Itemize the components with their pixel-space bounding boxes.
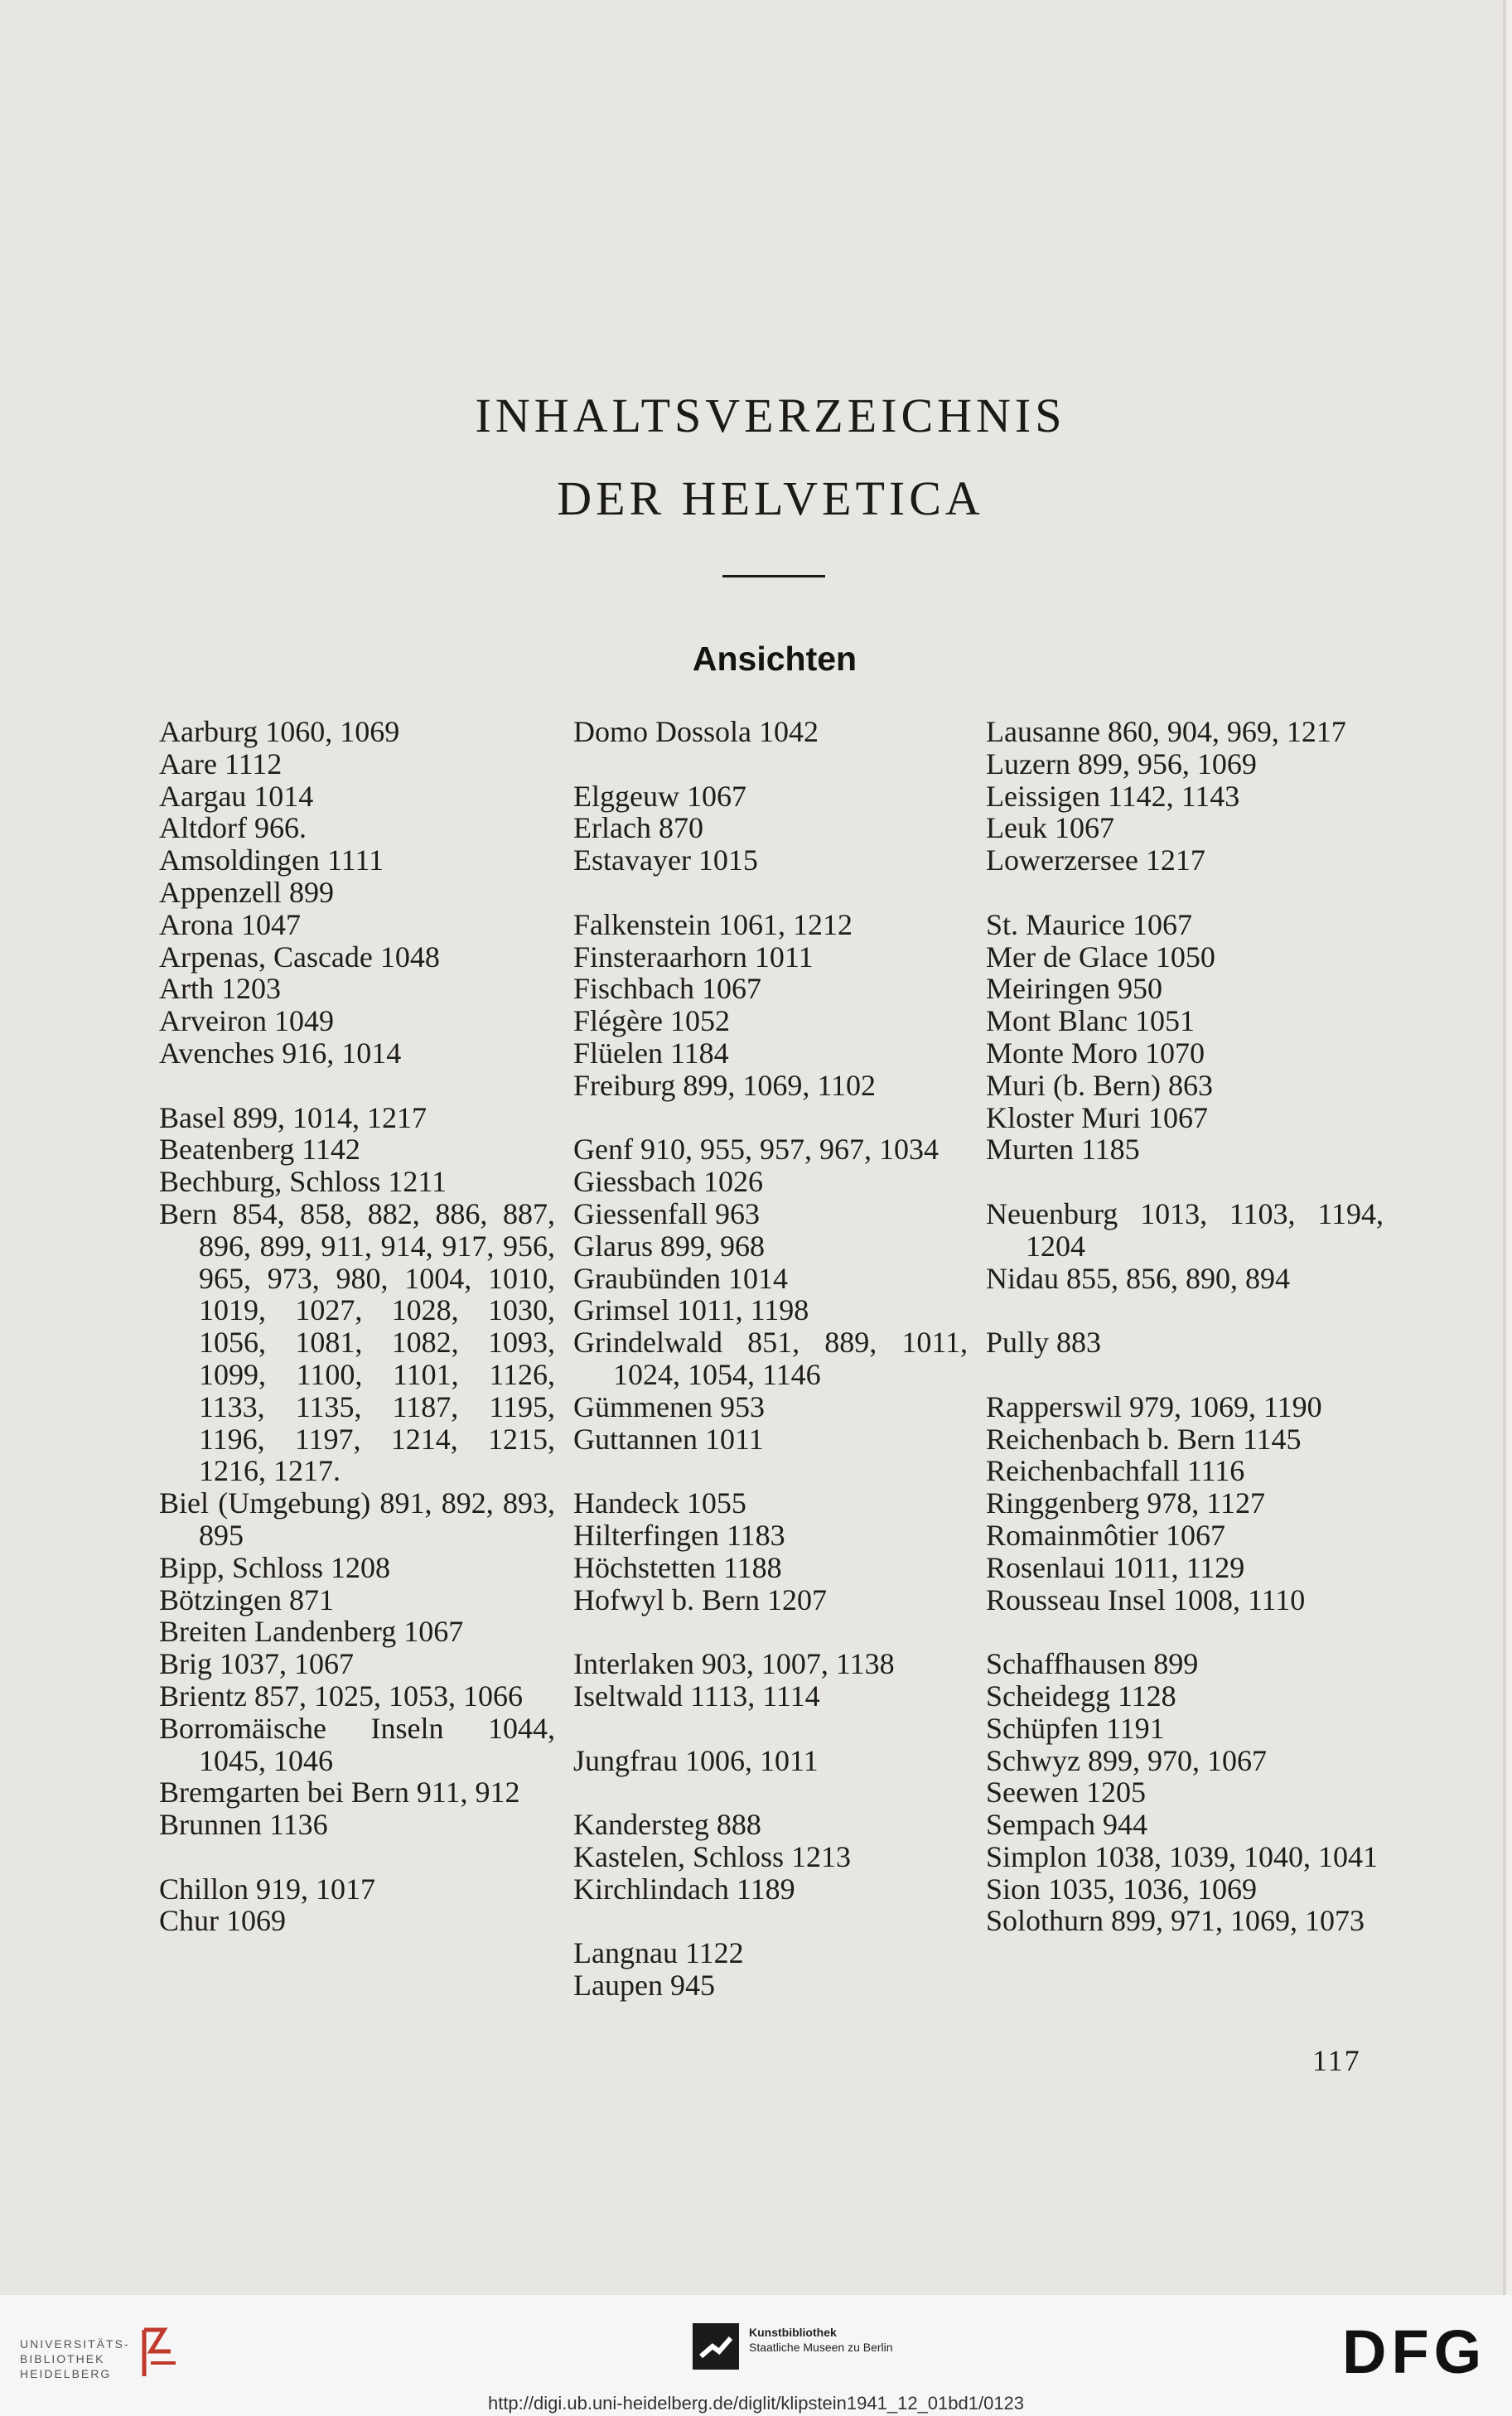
index-entry: Aargau 1014 bbox=[159, 779, 314, 813]
index-entry: Simplon 1038, 1039, 1040, 1041 bbox=[986, 1839, 1379, 1873]
heidelberg-logo-icon bbox=[139, 2327, 181, 2380]
index-entry: Biel (Umgebung) 891, 892, 893, 895 bbox=[159, 1486, 555, 1552]
kunstbibliothek-logo-icon bbox=[693, 2323, 739, 2370]
index-entry: Chillon 919, 1017 bbox=[159, 1872, 376, 1906]
index-entry: Rousseau Insel 1008, 1110 bbox=[986, 1582, 1306, 1616]
index-entry: Pully 883 bbox=[986, 1326, 1102, 1360]
index-entry: Bechburg, Schloss 1211 bbox=[159, 1165, 447, 1199]
index-entry: Bipp, Schloss 1208 bbox=[159, 1550, 391, 1584]
index-entry: Glarus 899, 968 bbox=[573, 1229, 765, 1263]
index-entry: Aarburg 1060, 1069 bbox=[159, 715, 400, 748]
index-entry: Handeck 1055 bbox=[573, 1486, 746, 1520]
index-entry: Rapperswil 979, 1069, 1190 bbox=[986, 1389, 1322, 1423]
index-entry: Brig 1037, 1067 bbox=[159, 1647, 355, 1681]
index-entry: Schüpfen 1191 bbox=[986, 1711, 1165, 1745]
index-entry: Graubünden 1014 bbox=[573, 1261, 788, 1295]
index-entry: Scheidegg 1128 bbox=[986, 1679, 1176, 1713]
index-entry: Fischbach 1067 bbox=[573, 972, 761, 1006]
index-entry: Höchstetten 1188 bbox=[573, 1550, 782, 1584]
index-entry: Grimsel 1011, 1198 bbox=[573, 1293, 809, 1327]
index-entry: Falkenstein 1061, 1212 bbox=[573, 907, 853, 941]
index-column-3 bbox=[986, 716, 1384, 1937]
index-entry: Leuk 1067 bbox=[986, 811, 1114, 845]
index-entry: Ringgenberg 978, 1127 bbox=[986, 1486, 1265, 1520]
index-entry: Rosenlaui 1011, 1129 bbox=[986, 1550, 1245, 1584]
index-entry: Mont Blanc 1051 bbox=[986, 1004, 1195, 1038]
index-entry: Kandersteg 888 bbox=[573, 1808, 761, 1842]
index-entry: Avenches 916, 1014 bbox=[159, 1036, 402, 1070]
index-entry: Bötzingen 871 bbox=[159, 1582, 334, 1616]
index-entry: Kloster Muri 1067 bbox=[986, 1100, 1208, 1134]
index-entry: Schaffhausen 899 bbox=[986, 1647, 1199, 1681]
index-entry: St. Maurice 1067 bbox=[986, 907, 1192, 941]
index-entry: Aare 1112 bbox=[159, 747, 283, 780]
index-entry: Guttannen 1011 bbox=[573, 1422, 764, 1456]
dfg-logo[interactable]: DFG bbox=[1342, 2317, 1487, 2386]
index-column-2 bbox=[573, 716, 968, 2002]
index-entry: Bremgarten bei Bern 911, 912 bbox=[159, 1776, 520, 1810]
viewer-footer bbox=[0, 2295, 1512, 2416]
index-entry: Meiringen 950 bbox=[986, 972, 1162, 1006]
index-entry: Domo Dossola 1042 bbox=[573, 715, 819, 748]
index-entry: Erlach 870 bbox=[573, 811, 703, 845]
library-name-line: HEIDELBERG bbox=[20, 2367, 112, 2380]
index-entry: Beatenberg 1142 bbox=[159, 1133, 360, 1167]
index-entry: Appenzell 899 bbox=[159, 875, 334, 909]
library-name[interactable] bbox=[20, 2336, 130, 2381]
permalink-url[interactable]: http://digi.ub.uni-heidelberg.de/diglit/klipstein1941_12_01bd1/0123 bbox=[487, 2393, 1025, 2414]
index-entry: Hofwyl b. Bern 1207 bbox=[573, 1582, 827, 1616]
index-entry: Gümmenen 953 bbox=[573, 1389, 765, 1423]
index-entry: Kastelen, Schloss 1213 bbox=[573, 1839, 851, 1873]
library-name-line: BIBLIOTHEK bbox=[20, 2352, 105, 2365]
index-entry: Jungfrau 1006, 1011 bbox=[573, 1743, 819, 1777]
page-number: 117 bbox=[1312, 2044, 1361, 2077]
index-entry: Freiburg 899, 1069, 1102 bbox=[573, 1068, 876, 1102]
section-heading: Ansichten bbox=[692, 640, 857, 678]
index-entry: Kirchlindach 1189 bbox=[573, 1872, 795, 1906]
index-entry: Luzern 899, 956, 1069 bbox=[986, 747, 1257, 780]
index-entry: Romainmôtier 1067 bbox=[986, 1518, 1225, 1552]
index-entry: Neuenburg 1013, 1103, 1194, 1204 bbox=[986, 1196, 1384, 1263]
index-column-1 bbox=[159, 716, 555, 1937]
index-entry: Bern 854, 858, 882, 886, 887, 896, 899, 911, 914, 917, 956, 965, 973, 980, 1004, 1010, 1019, 1027, 1028, 1030, 1056, 1081, 1082, 1093, 1099, 1100, 1101, 1126, 1133, 1135, 1187, 1195, 1196, 1197, 1214, 1215, 1216, 1217. bbox=[159, 1196, 555, 1488]
index-entry: Solothurn 899, 971, 1069, 1073 bbox=[986, 1904, 1365, 1938]
kb-title: Kunstbibliothek bbox=[749, 2326, 837, 2339]
index-entry: Finsteraarhorn 1011 bbox=[573, 940, 814, 974]
document-subtitle: DER HELVETICA bbox=[557, 471, 984, 525]
index-entry: Lausanne 860, 904, 969, 1217 bbox=[986, 715, 1346, 748]
index-entry: Reichenbachfall 1116 bbox=[986, 1454, 1245, 1488]
index-entry: Flüelen 1184 bbox=[573, 1036, 729, 1070]
index-entry: Muri (b. Bern) 863 bbox=[986, 1068, 1213, 1102]
index-entry: Nidau 855, 856, 890, 894 bbox=[986, 1261, 1290, 1295]
kb-subtitle: Staatliche Museen zu Berlin bbox=[749, 2341, 893, 2354]
kunstbibliothek-name[interactable] bbox=[749, 2325, 893, 2355]
index-entry: Arth 1203 bbox=[159, 972, 281, 1006]
index-entry: Monte Moro 1070 bbox=[986, 1036, 1205, 1070]
index-entry: Grindelwald 851, 889, 1011, 1024, 1054, 1146 bbox=[573, 1326, 968, 1391]
index-entry: Sion 1035, 1036, 1069 bbox=[986, 1872, 1258, 1906]
index-entry: Hilterfingen 1183 bbox=[573, 1518, 785, 1552]
index-entry: Basel 899, 1014, 1217 bbox=[159, 1100, 427, 1134]
index-entry: Amsoldingen 1111 bbox=[159, 843, 384, 877]
title-divider bbox=[722, 575, 825, 577]
index-entry: Genf 910, 955, 957, 967, 1034 bbox=[573, 1133, 939, 1167]
index-entry: Laupen 945 bbox=[573, 1969, 715, 2003]
index-entry: Sempach 944 bbox=[986, 1808, 1147, 1842]
index-entry: Reichenbach b. Bern 1145 bbox=[986, 1422, 1302, 1456]
index-entry: Schwyz 899, 970, 1067 bbox=[986, 1743, 1267, 1777]
index-entry: Elggeuw 1067 bbox=[573, 779, 746, 813]
index-entry: Murten 1185 bbox=[986, 1133, 1140, 1167]
index-entry: Seewen 1205 bbox=[986, 1776, 1146, 1810]
index-entry: Flégère 1052 bbox=[573, 1004, 730, 1038]
index-entry: Arveiron 1049 bbox=[159, 1004, 334, 1038]
index-entry: Chur 1069 bbox=[159, 1904, 286, 1938]
index-entry: Brientz 857, 1025, 1053, 1066 bbox=[159, 1679, 523, 1713]
index-entry: Altdorf 966. bbox=[159, 811, 307, 845]
index-entry: Giessenfall 963 bbox=[573, 1196, 760, 1230]
index-entry: Borromäische Inseln 1044, 1045, 1046 bbox=[159, 1711, 555, 1777]
index-entry: Giessbach 1026 bbox=[573, 1165, 763, 1199]
document-title: INHALTSVERZEICHNIS bbox=[475, 389, 1066, 442]
index-entry: Leissigen 1142, 1143 bbox=[986, 779, 1240, 813]
index-entry: Brunnen 1136 bbox=[159, 1808, 328, 1842]
index-entry: Arpenas, Cascade 1048 bbox=[159, 940, 440, 974]
index-entry: Mer de Glace 1050 bbox=[986, 940, 1215, 974]
index-entry: Lowerzersee 1217 bbox=[986, 843, 1205, 877]
index-entry: Interlaken 903, 1007, 1138 bbox=[573, 1647, 895, 1681]
index-entry: Iseltwald 1113, 1114 bbox=[573, 1679, 820, 1713]
library-name-line: UNIVERSITÄTS- bbox=[20, 2337, 130, 2351]
index-entry: Arona 1047 bbox=[159, 907, 301, 941]
index-entry: Langnau 1122 bbox=[573, 1936, 744, 1970]
index-entry: Breiten Landenberg 1067 bbox=[159, 1615, 464, 1649]
index-entry: Estavayer 1015 bbox=[573, 843, 758, 877]
